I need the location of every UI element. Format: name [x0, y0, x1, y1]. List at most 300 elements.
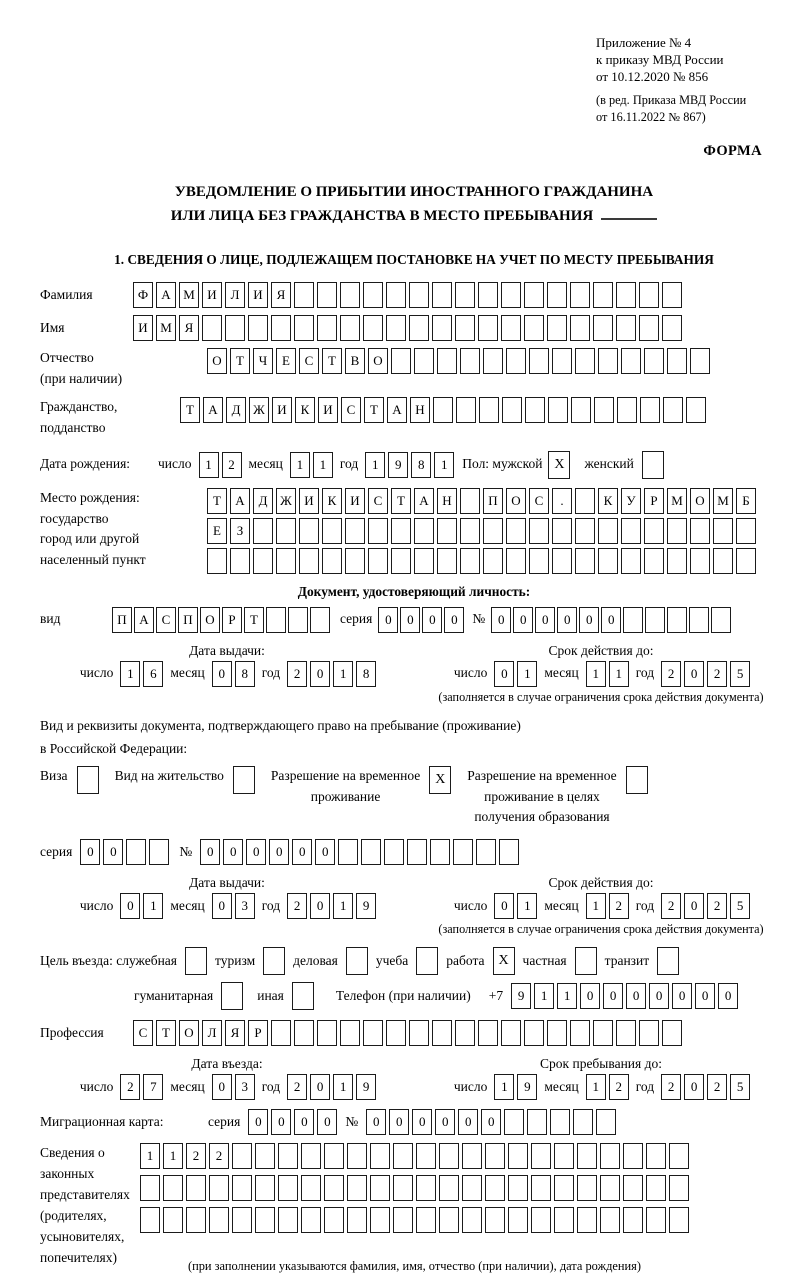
char-box: 0: [444, 607, 464, 633]
char-box: [455, 1020, 475, 1046]
doc-valid-day-boxes: [494, 661, 537, 687]
char-box: 1: [313, 452, 333, 478]
char-box: 0: [292, 839, 312, 865]
char-box: И: [202, 282, 222, 308]
char-box: [593, 282, 613, 308]
char-box: Т: [244, 607, 264, 633]
char-box: [414, 518, 434, 544]
char-box: [690, 548, 710, 574]
char-box: [266, 607, 286, 633]
char-box: 2: [222, 452, 242, 478]
char-box: [508, 1143, 528, 1169]
permit-valid-col: Срок действия до: число 0 1 месяц 1 2 год 2 0 2 5 (заполняется в случае ограничения срока действия документа): [438, 875, 764, 937]
char-box: [690, 518, 710, 544]
char-box: [554, 1143, 574, 1169]
char-box: [529, 348, 549, 374]
char-box: М: [667, 488, 687, 514]
char-box: 1: [434, 452, 454, 478]
given-name-label: Имя: [40, 319, 65, 335]
char-box: 2: [707, 1074, 727, 1100]
char-box: [462, 1175, 482, 1201]
doc-issue-col: [40, 643, 414, 705]
doc-issue-group: число 1 6 месяц 0 8 год 2 0 1 8: [78, 661, 376, 687]
char-box: [552, 348, 572, 374]
char-box: 9: [356, 893, 376, 919]
temp-residence-checkbox: [429, 766, 451, 794]
char-box: [529, 518, 549, 544]
char-box: 1: [333, 1074, 353, 1100]
tourism-label: туризм: [215, 953, 256, 969]
char-box: 2: [209, 1143, 229, 1169]
char-box: 0: [580, 983, 600, 1009]
char-box: [414, 348, 434, 374]
char-box: [621, 518, 641, 544]
char-box: Б: [736, 488, 756, 514]
char-box: Я: [271, 282, 291, 308]
doc-type-label: вид: [40, 611, 61, 627]
char-box: [552, 548, 572, 574]
char-box: [292, 982, 314, 1010]
char-box: [663, 397, 683, 423]
char-box: [437, 548, 457, 574]
char-box: С: [133, 1020, 153, 1046]
char-box: 0: [494, 893, 514, 919]
birth-day-boxes: [199, 452, 242, 478]
char-box: 1: [494, 1074, 514, 1100]
char-box: [317, 315, 337, 341]
char-box: 2: [609, 893, 629, 919]
char-box: [504, 1109, 524, 1135]
char-box: [301, 1143, 321, 1169]
char-box: [657, 947, 679, 975]
char-box: [531, 1175, 551, 1201]
char-box: [577, 1143, 597, 1169]
char-box: 5: [730, 1074, 750, 1100]
char-box: [209, 1207, 229, 1233]
char-box: [263, 947, 285, 975]
residence-permit-option: [115, 766, 255, 794]
char-box: О: [179, 1020, 199, 1046]
char-box: 2: [707, 661, 727, 687]
char-box: С: [299, 348, 319, 374]
phone-boxes: [511, 983, 738, 1009]
month-label: месяц: [248, 456, 283, 472]
char-box: [455, 282, 475, 308]
char-box: [233, 766, 255, 794]
char-box: [499, 839, 519, 865]
revision-line-2: от 16.11.2022 № 867): [596, 109, 706, 124]
char-box: И: [345, 488, 365, 514]
char-box: [322, 548, 342, 574]
char-box: [225, 315, 245, 341]
char-box: [570, 315, 590, 341]
char-box: [430, 839, 450, 865]
char-box: [416, 947, 438, 975]
purpose-label: Цель въезда: служебная: [40, 953, 177, 969]
char-box: [340, 1020, 360, 1046]
char-box: [248, 315, 268, 341]
char-box: [667, 607, 687, 633]
valid-until-heading: Срок действия до:: [548, 642, 654, 658]
permit-issue-year-boxes: [287, 893, 376, 919]
char-box: А: [230, 488, 250, 514]
char-box: [644, 518, 664, 544]
char-box: 2: [661, 661, 681, 687]
birth-month-boxes: [290, 452, 333, 478]
stay-month-boxes: [586, 1074, 629, 1100]
char-box: [391, 518, 411, 544]
char-box: 1: [365, 452, 385, 478]
char-box: [186, 1175, 206, 1201]
char-box: [577, 1175, 597, 1201]
char-box: У: [621, 488, 641, 514]
char-box: [736, 548, 756, 574]
char-box: Е: [276, 348, 296, 374]
char-box: [600, 1175, 620, 1201]
char-box: 0: [317, 1109, 337, 1135]
char-box: [626, 766, 648, 794]
issue-date-heading: Дата выдачи:: [189, 642, 265, 658]
char-box: 0: [246, 839, 266, 865]
char-box: [370, 1207, 390, 1233]
char-box: [324, 1207, 344, 1233]
char-box: [439, 1143, 459, 1169]
entry-date-heading: Дата въезда:: [191, 1056, 263, 1072]
char-box: З: [230, 518, 250, 544]
birth-date-label: Дата рождения:: [40, 456, 131, 472]
char-box: [207, 548, 227, 574]
representatives-boxes: [140, 1143, 689, 1233]
char-box: О: [200, 607, 220, 633]
char-box: 0: [366, 1109, 386, 1135]
char-box: О: [506, 488, 526, 514]
char-box: [552, 518, 572, 544]
migration-number-label: №: [345, 1114, 359, 1130]
char-box: 1: [609, 661, 629, 687]
char-box: Д: [253, 488, 273, 514]
char-box: [524, 315, 544, 341]
permit-valid-group: число 0 1 месяц 1 2 год 2 0 2 5: [452, 893, 750, 919]
char-box: [531, 1143, 551, 1169]
char-box: 0: [269, 839, 289, 865]
char-box: [460, 518, 480, 544]
char-box: [202, 315, 222, 341]
char-box: [616, 315, 636, 341]
char-box: Т: [207, 488, 227, 514]
char-box: 1: [586, 893, 606, 919]
purpose-row: [40, 947, 788, 975]
char-box: [508, 1207, 528, 1233]
permit-dates-row: [40, 875, 788, 937]
char-box: П: [483, 488, 503, 514]
permit-issue-month-boxes: [212, 893, 255, 919]
residence-permit-checkbox: [233, 766, 255, 794]
char-box: [617, 397, 637, 423]
char-box: В: [345, 348, 365, 374]
char-box: [363, 315, 383, 341]
char-box: [623, 1207, 643, 1233]
visa-label: Виза: [40, 768, 68, 784]
char-box: [478, 1020, 498, 1046]
char-box: 0: [120, 893, 140, 919]
residence-doc-line-2: в Российской Федерации:: [40, 740, 188, 756]
char-box: [338, 839, 358, 865]
char-box: [548, 397, 568, 423]
char-box: [501, 1020, 521, 1046]
char-box: [294, 282, 314, 308]
char-box: [598, 348, 618, 374]
section-1-heading: 1. СВЕДЕНИЯ О ЛИЦЕ, ПОДЛЕЖАЩЕМ ПОСТАНОВКЕ НА УЧЕТ ПО МЕСТУ ПРЕБЫВАНИЯ: [114, 251, 714, 267]
birth-place-boxes: [207, 488, 756, 574]
surname-label: Фамилия: [40, 286, 93, 302]
char-box: Т: [180, 397, 200, 423]
char-box: .: [552, 488, 572, 514]
char-box: [593, 1020, 613, 1046]
doc-dates-row: [40, 643, 788, 705]
char-box: [689, 607, 709, 633]
char-box: [346, 947, 368, 975]
char-box: [310, 607, 330, 633]
char-box: [554, 1175, 574, 1201]
char-box: [230, 548, 250, 574]
char-box: [713, 548, 733, 574]
char-box: [391, 548, 411, 574]
char-box: 0: [422, 607, 442, 633]
entry-year-boxes: [287, 1074, 376, 1100]
doc-series-boxes: [378, 607, 464, 633]
char-box: [462, 1207, 482, 1233]
doc-series-label: серия: [340, 611, 373, 627]
char-box: [393, 1207, 413, 1233]
sex-female-label: женский: [584, 456, 634, 472]
char-box: [345, 518, 365, 544]
order-line-2: от 10.12.2020 № 856: [596, 69, 709, 85]
permit-series-boxes: [80, 839, 169, 865]
char-box: [271, 1020, 291, 1046]
char-box: [575, 488, 595, 514]
char-box: [662, 1020, 682, 1046]
temp-residence-label: Разрешение на временное проживание: [270, 768, 421, 804]
char-box: [140, 1207, 160, 1233]
patronymic-boxes: [207, 348, 710, 374]
char-box: 7: [143, 1074, 163, 1100]
char-box: 0: [212, 893, 232, 919]
char-box: 0: [603, 983, 623, 1009]
title-underline: [601, 206, 657, 220]
birth-year-boxes: [365, 452, 454, 478]
char-box: [571, 397, 591, 423]
char-box: Н: [437, 488, 457, 514]
char-box: [391, 348, 411, 374]
char-box: [639, 315, 659, 341]
char-box: [221, 982, 243, 1010]
char-box: 0: [672, 983, 692, 1009]
char-box: 0: [310, 893, 330, 919]
doc-number-label: №: [472, 611, 486, 627]
char-box: [642, 451, 664, 479]
char-box: 2: [287, 893, 307, 919]
char-box: 0: [535, 607, 555, 633]
char-box: [501, 315, 521, 341]
purpose-row-2: [134, 982, 788, 1010]
char-box: [483, 548, 503, 574]
char-box: [384, 839, 404, 865]
doc-type-boxes: [112, 607, 330, 633]
char-box: 0: [481, 1109, 501, 1135]
appendix-header: [596, 34, 788, 125]
char-box: Ж: [249, 397, 269, 423]
char-box: [460, 548, 480, 574]
char-box: X: [429, 766, 451, 794]
char-box: 0: [310, 661, 330, 687]
char-box: [506, 548, 526, 574]
char-box: Т: [364, 397, 384, 423]
char-box: 1: [586, 1074, 606, 1100]
char-box: [506, 348, 526, 374]
char-box: [294, 315, 314, 341]
char-box: [547, 315, 567, 341]
char-box: 0: [649, 983, 669, 1009]
char-box: 9: [517, 1074, 537, 1100]
char-box: 0: [458, 1109, 478, 1135]
char-box: [623, 607, 643, 633]
char-box: [255, 1143, 275, 1169]
char-box: [409, 315, 429, 341]
char-box: [414, 548, 434, 574]
char-box: [598, 518, 618, 544]
stay-until-col: [414, 1056, 788, 1100]
char-box: 1: [120, 661, 140, 687]
representatives-note: (при заполнении указываются фамилия, имя, отчество (при наличии), дата рождения): [187, 1259, 642, 1274]
residence-permit-label: Вид на жительство: [114, 768, 224, 784]
char-box: 0: [684, 893, 704, 919]
char-box: 0: [579, 607, 599, 633]
char-box: 1: [140, 1143, 160, 1169]
char-box: 8: [411, 452, 431, 478]
char-box: [386, 282, 406, 308]
birth-place-label: Место рождения: государство город или другой населенный пункт: [40, 489, 146, 568]
char-box: [667, 548, 687, 574]
char-box: [345, 548, 365, 574]
char-box: [301, 1207, 321, 1233]
doc-issue-day-boxes: [120, 661, 163, 687]
representatives-line-2: [140, 1175, 689, 1201]
citizenship-row: [40, 397, 788, 439]
permit-valid-year-boxes: [661, 893, 750, 919]
char-box: 0: [294, 1109, 314, 1135]
char-box: 0: [435, 1109, 455, 1135]
char-box: 0: [378, 607, 398, 633]
char-box: [163, 1175, 183, 1201]
char-box: [288, 607, 308, 633]
char-box: И: [299, 488, 319, 514]
char-box: 1: [586, 661, 606, 687]
sex-male-label: Пол: мужской: [462, 456, 543, 472]
migration-series-boxes: [248, 1109, 337, 1135]
char-box: М: [179, 282, 199, 308]
valid-note: (заполняется в случае ограничения срока действия документа): [438, 689, 764, 704]
given-name-row: [40, 315, 788, 341]
char-box: [271, 315, 291, 341]
char-box: 1: [517, 661, 537, 687]
char-box: [416, 1175, 436, 1201]
identity-doc-row: [40, 607, 788, 633]
char-box: [690, 348, 710, 374]
char-box: [255, 1175, 275, 1201]
char-box: [324, 1143, 344, 1169]
char-box: А: [203, 397, 223, 423]
char-box: [278, 1175, 298, 1201]
order-line-1: к приказу МВД России: [596, 52, 724, 68]
char-box: [570, 282, 590, 308]
char-box: 0: [103, 839, 123, 865]
char-box: О: [368, 348, 388, 374]
char-box: [616, 282, 636, 308]
birth-date-row: [40, 451, 788, 479]
char-box: [370, 1143, 390, 1169]
char-box: 1: [333, 893, 353, 919]
temp-residence-edu-label: Разрешение на временное проживание в целях получения образования: [467, 768, 617, 824]
char-box: [432, 282, 452, 308]
char-box: [639, 1020, 659, 1046]
char-box: [322, 518, 342, 544]
char-box: 0: [223, 839, 243, 865]
profession-label: Профессия: [40, 1025, 104, 1041]
char-box: [621, 548, 641, 574]
char-box: [547, 1020, 567, 1046]
year-label: год: [339, 456, 359, 472]
char-box: [276, 518, 296, 544]
char-box: [455, 315, 475, 341]
char-box: О: [690, 488, 710, 514]
char-box: 1: [333, 661, 353, 687]
permit-issue-col: Дата выдачи: число 0 1 месяц 0 3 год 2 0 1 9: [40, 875, 414, 937]
char-box: С: [368, 488, 388, 514]
char-box: [550, 1109, 570, 1135]
char-box: 1: [534, 983, 554, 1009]
representatives-label: Сведения о законных представителях (родителях, усыновителях, попечителях): [40, 1145, 130, 1265]
migration-card-row: [40, 1109, 788, 1135]
char-box: [575, 947, 597, 975]
tourism-checkbox: [263, 947, 285, 975]
char-box: [232, 1143, 252, 1169]
char-box: [409, 1020, 429, 1046]
char-box: [485, 1143, 505, 1169]
char-box: Д: [226, 397, 246, 423]
char-box: Т: [391, 488, 411, 514]
char-box: 1: [290, 452, 310, 478]
char-box: [575, 548, 595, 574]
char-box: 0: [400, 607, 420, 633]
migration-series-label: серия: [208, 1114, 241, 1130]
char-box: [621, 348, 641, 374]
char-box: 1: [143, 893, 163, 919]
char-box: [253, 548, 273, 574]
char-box: [736, 518, 756, 544]
stay-year-boxes: [661, 1074, 750, 1100]
char-box: 0: [513, 607, 533, 633]
char-box: [529, 548, 549, 574]
char-box: [575, 348, 595, 374]
appendix-line: Приложение № 4: [596, 35, 692, 50]
char-box: 8: [235, 661, 255, 687]
char-box: [185, 947, 207, 975]
other-purpose-label: иная: [257, 988, 284, 1004]
char-box: [669, 1175, 689, 1201]
char-box: Р: [644, 488, 664, 514]
representatives-body: [140, 1143, 689, 1274]
char-box: 2: [661, 1074, 681, 1100]
